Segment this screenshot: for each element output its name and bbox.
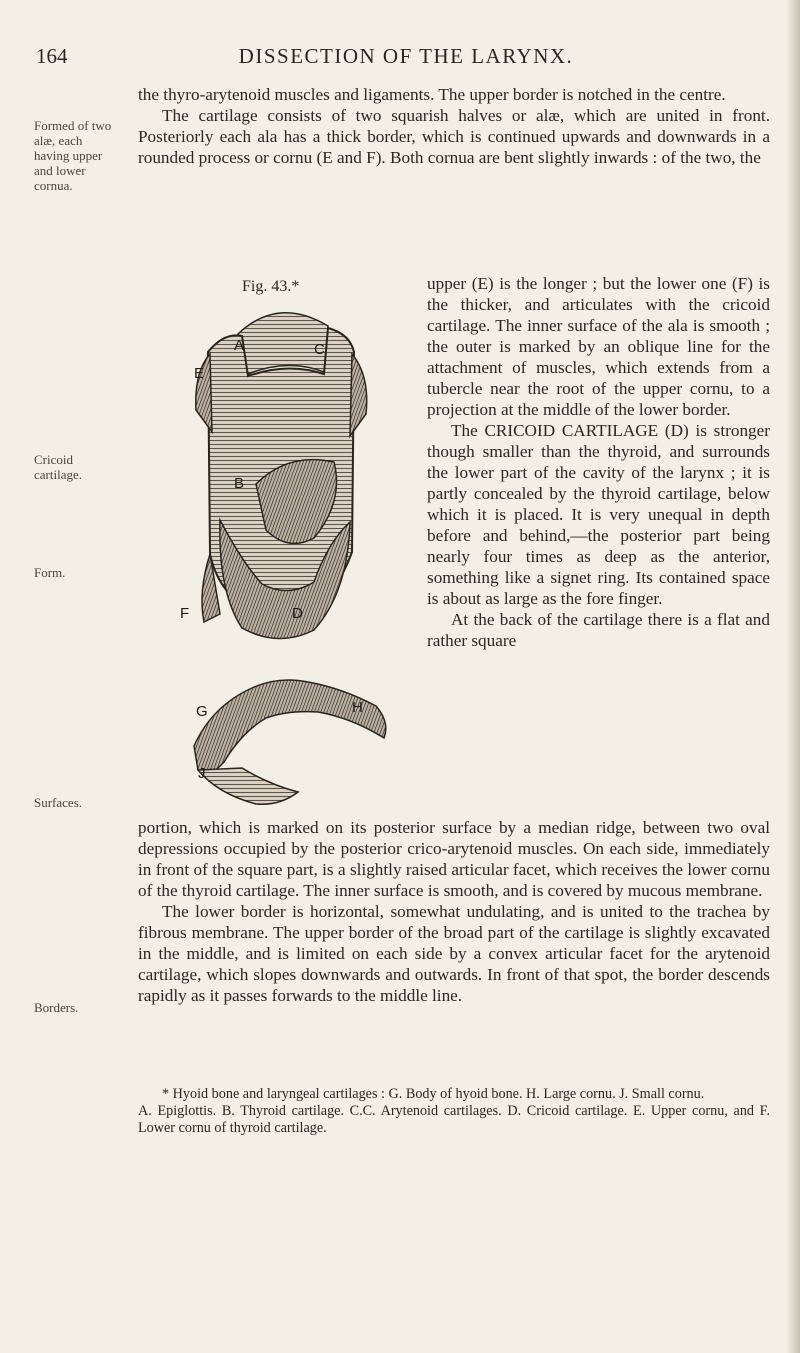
figure-letter-b: B: [234, 475, 245, 492]
paragraph-cornua: upper (E) is the longer ; but the lower one (F) is the thicker, and articulates with the cricoid cartilage. The inner surface of the ala is smooth ; the outer is marked by an oblique line for the attachment of muscles, which extends from a tubercle near the root of the upper cornu, to a projection at the middle of the lower border.: [427, 274, 770, 419]
running-head: DISSECTION OF THE LARYNX.: [238, 44, 574, 68]
margin-note-surfaces: Surfaces.: [34, 795, 83, 810]
footnote: [138, 1086, 770, 1137]
margin-note-formed: Formed of two alæ, each having upper and lower cornua.: [34, 118, 112, 193]
text-column-beside-figure: [427, 273, 770, 651]
figure-letter-c: C: [314, 341, 325, 358]
footnote-line-2: A. Epiglottis. B. Thyroid cartilage. C.C. Arytenoid cartilages. D. Cricoid cartilage. E. Upper cornu, and F. Lower cornu of thyroid cartilage.: [138, 1103, 770, 1136]
text-block-top: [138, 84, 770, 168]
text-block-bottom: [138, 817, 770, 1006]
figure-letter-d: D: [292, 605, 303, 622]
figure-larynx-illustration: [138, 292, 420, 812]
hyoid-lower-shape: [198, 768, 298, 804]
page-number: 164: [36, 44, 68, 68]
figure-letter-f: F: [180, 605, 190, 622]
margin-note-cricoid: Cricoid cartilage.: [34, 452, 82, 482]
paragraph-thyroid-end: the thyro-arytenoid muscles and ligaments. The upper border is notched in the centre.: [138, 85, 726, 104]
page-header: [36, 44, 776, 70]
paragraph-back-cont: portion, which is marked on its posterior surface by a median ridge, between two oval depressions occupied by the posterior crico-arytenoid muscles. On each side, immediately in front of the square part, is a slightly raised articular facet, which receives the lower cornu of the thyroid cartilage. The inner surface is smooth, and is covered by mucous membrane.: [138, 818, 770, 900]
margin-note-borders: Borders.: [34, 1000, 79, 1015]
figure-letter-e: E: [194, 365, 205, 382]
page-edge-shadow: [786, 0, 800, 1353]
margin-note-form: Form.: [34, 565, 66, 580]
figure-label: Fig. 43.*: [242, 278, 300, 295]
paragraph-cricoid: The CRICOID CARTILAGE (D) is stronger though smaller than the thyroid, and surrounds the lower part of the cavity of the larynx ; it is partly concealed by the thyroid cartilage, below which it is placed. It is very unequal in depth before and behind,—the posterior part being nearly four times as deep as the anterior, something like a signet ring. Its contained space is about as large as the fore finger.: [427, 421, 770, 608]
paragraph-alae: The cartilage consists of two squarish halves or alæ, which are united in front. Posteriorly each ala has a thick border, which is continued upwards and downwards in a rounded process or cornu (E and F). Both cornua are bent slightly inwards : of the two, the: [138, 106, 770, 167]
upper-cornu-right-shape: [350, 354, 367, 436]
paragraph-borders: The lower border is horizontal, somewhat undulating, and is united to the trachea by fibrous membrane. The upper border of the broad part of the cartilage is slightly excavated in the middle, and is limited on each side by a convex articular facet for the arytenoid cartilage, which slopes downwards and outwards. In front of that spot, the border descends rapidly as it passes forwards to the middle line.: [138, 902, 770, 1005]
figure-letter-h: H: [352, 699, 363, 716]
figure-letter-g: G: [196, 703, 208, 720]
figure-letter-a: A: [234, 337, 245, 354]
hyoid-bone-shape: [194, 680, 386, 774]
figure-letter-j: J: [198, 765, 206, 782]
footnote-line-1: * Hyoid bone and laryngeal cartilages : G. Body of hyoid bone. H. Large cornu. J. Small cornu.: [162, 1086, 705, 1102]
paragraph-back-start: At the back of the cartilage there is a flat and rather square: [427, 610, 770, 650]
